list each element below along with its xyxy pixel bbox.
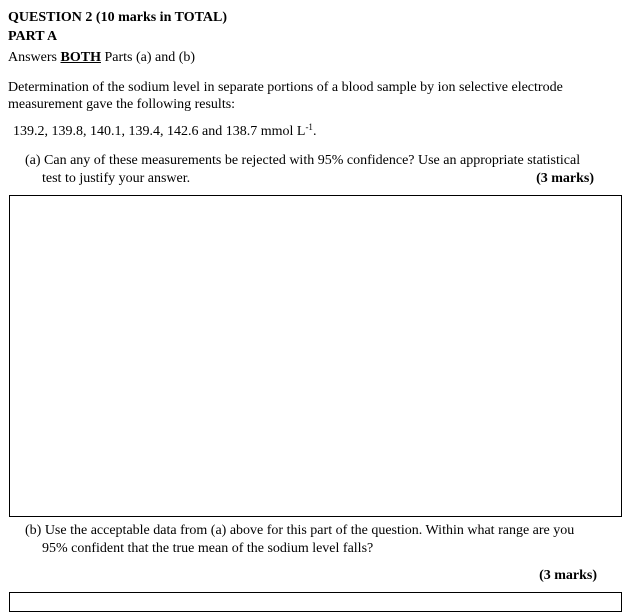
instruction-prefix: Answers bbox=[8, 50, 61, 65]
part-a-marks: (3 marks) bbox=[536, 171, 594, 186]
unit-exponent: -1 bbox=[305, 122, 313, 132]
instruction-suffix: Parts (a) and (b) bbox=[100, 50, 196, 65]
results-values: 139.2, 139.8, 140.1, 139.4, 142.6 and 138.7 mmol L bbox=[13, 124, 306, 139]
part-a-answer-box[interactable] bbox=[9, 195, 622, 517]
intro-line-2: measurement gave the following results: bbox=[8, 97, 236, 112]
part-b-line-2: 95% confident that the true mean of the sodium level falls? bbox=[42, 541, 374, 556]
results-end: . bbox=[312, 124, 317, 139]
part-b-line-1: (b) Use the acceptable data from (a) above for this part of the question. Within what range are you bbox=[25, 523, 575, 538]
intro-line-1: Determination of the sodium level in separate portions of a blood sample by ion selective electrode bbox=[8, 80, 563, 95]
results-line bbox=[13, 124, 316, 140]
part-b-answer-box[interactable] bbox=[9, 592, 622, 612]
part-a-line-2: test to justify your answer. bbox=[42, 171, 191, 186]
question-title: QUESTION 2 (10 marks in TOTAL) bbox=[8, 10, 227, 25]
part-b-marks: (3 marks) bbox=[539, 568, 597, 583]
instruction bbox=[8, 50, 195, 66]
part-a-line-1: (a) Can any of these measurements be rejected with 95% confidence? Use an appropriate statistical bbox=[25, 153, 581, 168]
instruction-both: BOTH bbox=[60, 50, 101, 65]
part-heading: PART A bbox=[8, 29, 58, 44]
